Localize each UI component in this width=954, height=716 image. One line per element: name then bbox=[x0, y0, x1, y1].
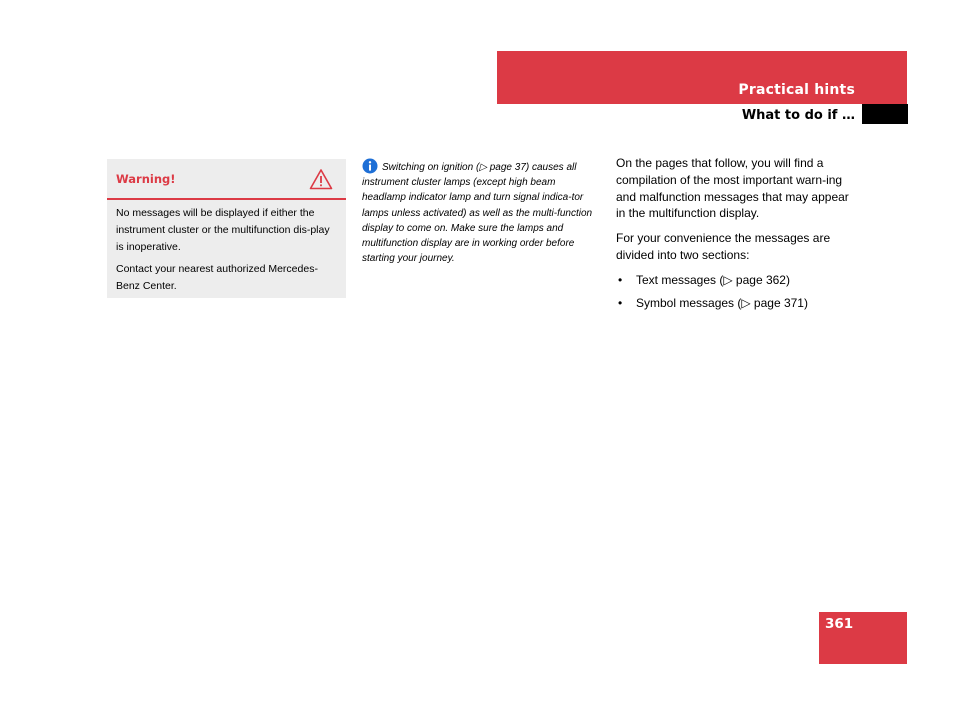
message-sections-list bbox=[616, 272, 861, 312]
list-item: • Text messages (▷ page 362) bbox=[616, 272, 861, 289]
info-note bbox=[362, 158, 602, 266]
header-band bbox=[497, 51, 907, 104]
warning-paragraph: Contact your nearest authorized Mercedes-Benz Center. bbox=[116, 263, 318, 292]
subsection-title: What to do if … bbox=[741, 108, 855, 123]
main-paragraph: On the pages that follow, you will find a compilation of the most important warn-ing and malfunction messages that may appear in the multifunction display. bbox=[616, 156, 849, 221]
info-text: Switching on ignition (▷ page 37) causes all instrument cluster lamps (except high beam headlamp indicator lamp and turn signal indica-tor lamps unless activated) as well as the multi-function display to come on. Make sure the lamps and multifunction display are in working order before starting your journey. bbox=[362, 162, 593, 265]
info-icon bbox=[362, 158, 378, 174]
list-item: • Symbol messages (▷ page 371) bbox=[616, 295, 861, 312]
warning-label: Warning! bbox=[116, 172, 176, 186]
main-paragraph: For your convenience the messages are divided into two sections: bbox=[616, 231, 831, 262]
page-number: 361 bbox=[825, 616, 854, 632]
warning-body bbox=[107, 200, 346, 295]
warning-header bbox=[107, 159, 346, 200]
warning-triangle-icon bbox=[309, 168, 333, 190]
warning-paragraph: No messages will be displayed if either the instrument cluster or the multifunction dis-play is inoperative. bbox=[116, 207, 330, 253]
section-tab-marker bbox=[862, 104, 908, 124]
warning-box bbox=[107, 159, 346, 298]
section-title: Practical hints bbox=[738, 82, 855, 98]
main-text bbox=[616, 155, 861, 317]
page-number-box bbox=[819, 612, 907, 664]
